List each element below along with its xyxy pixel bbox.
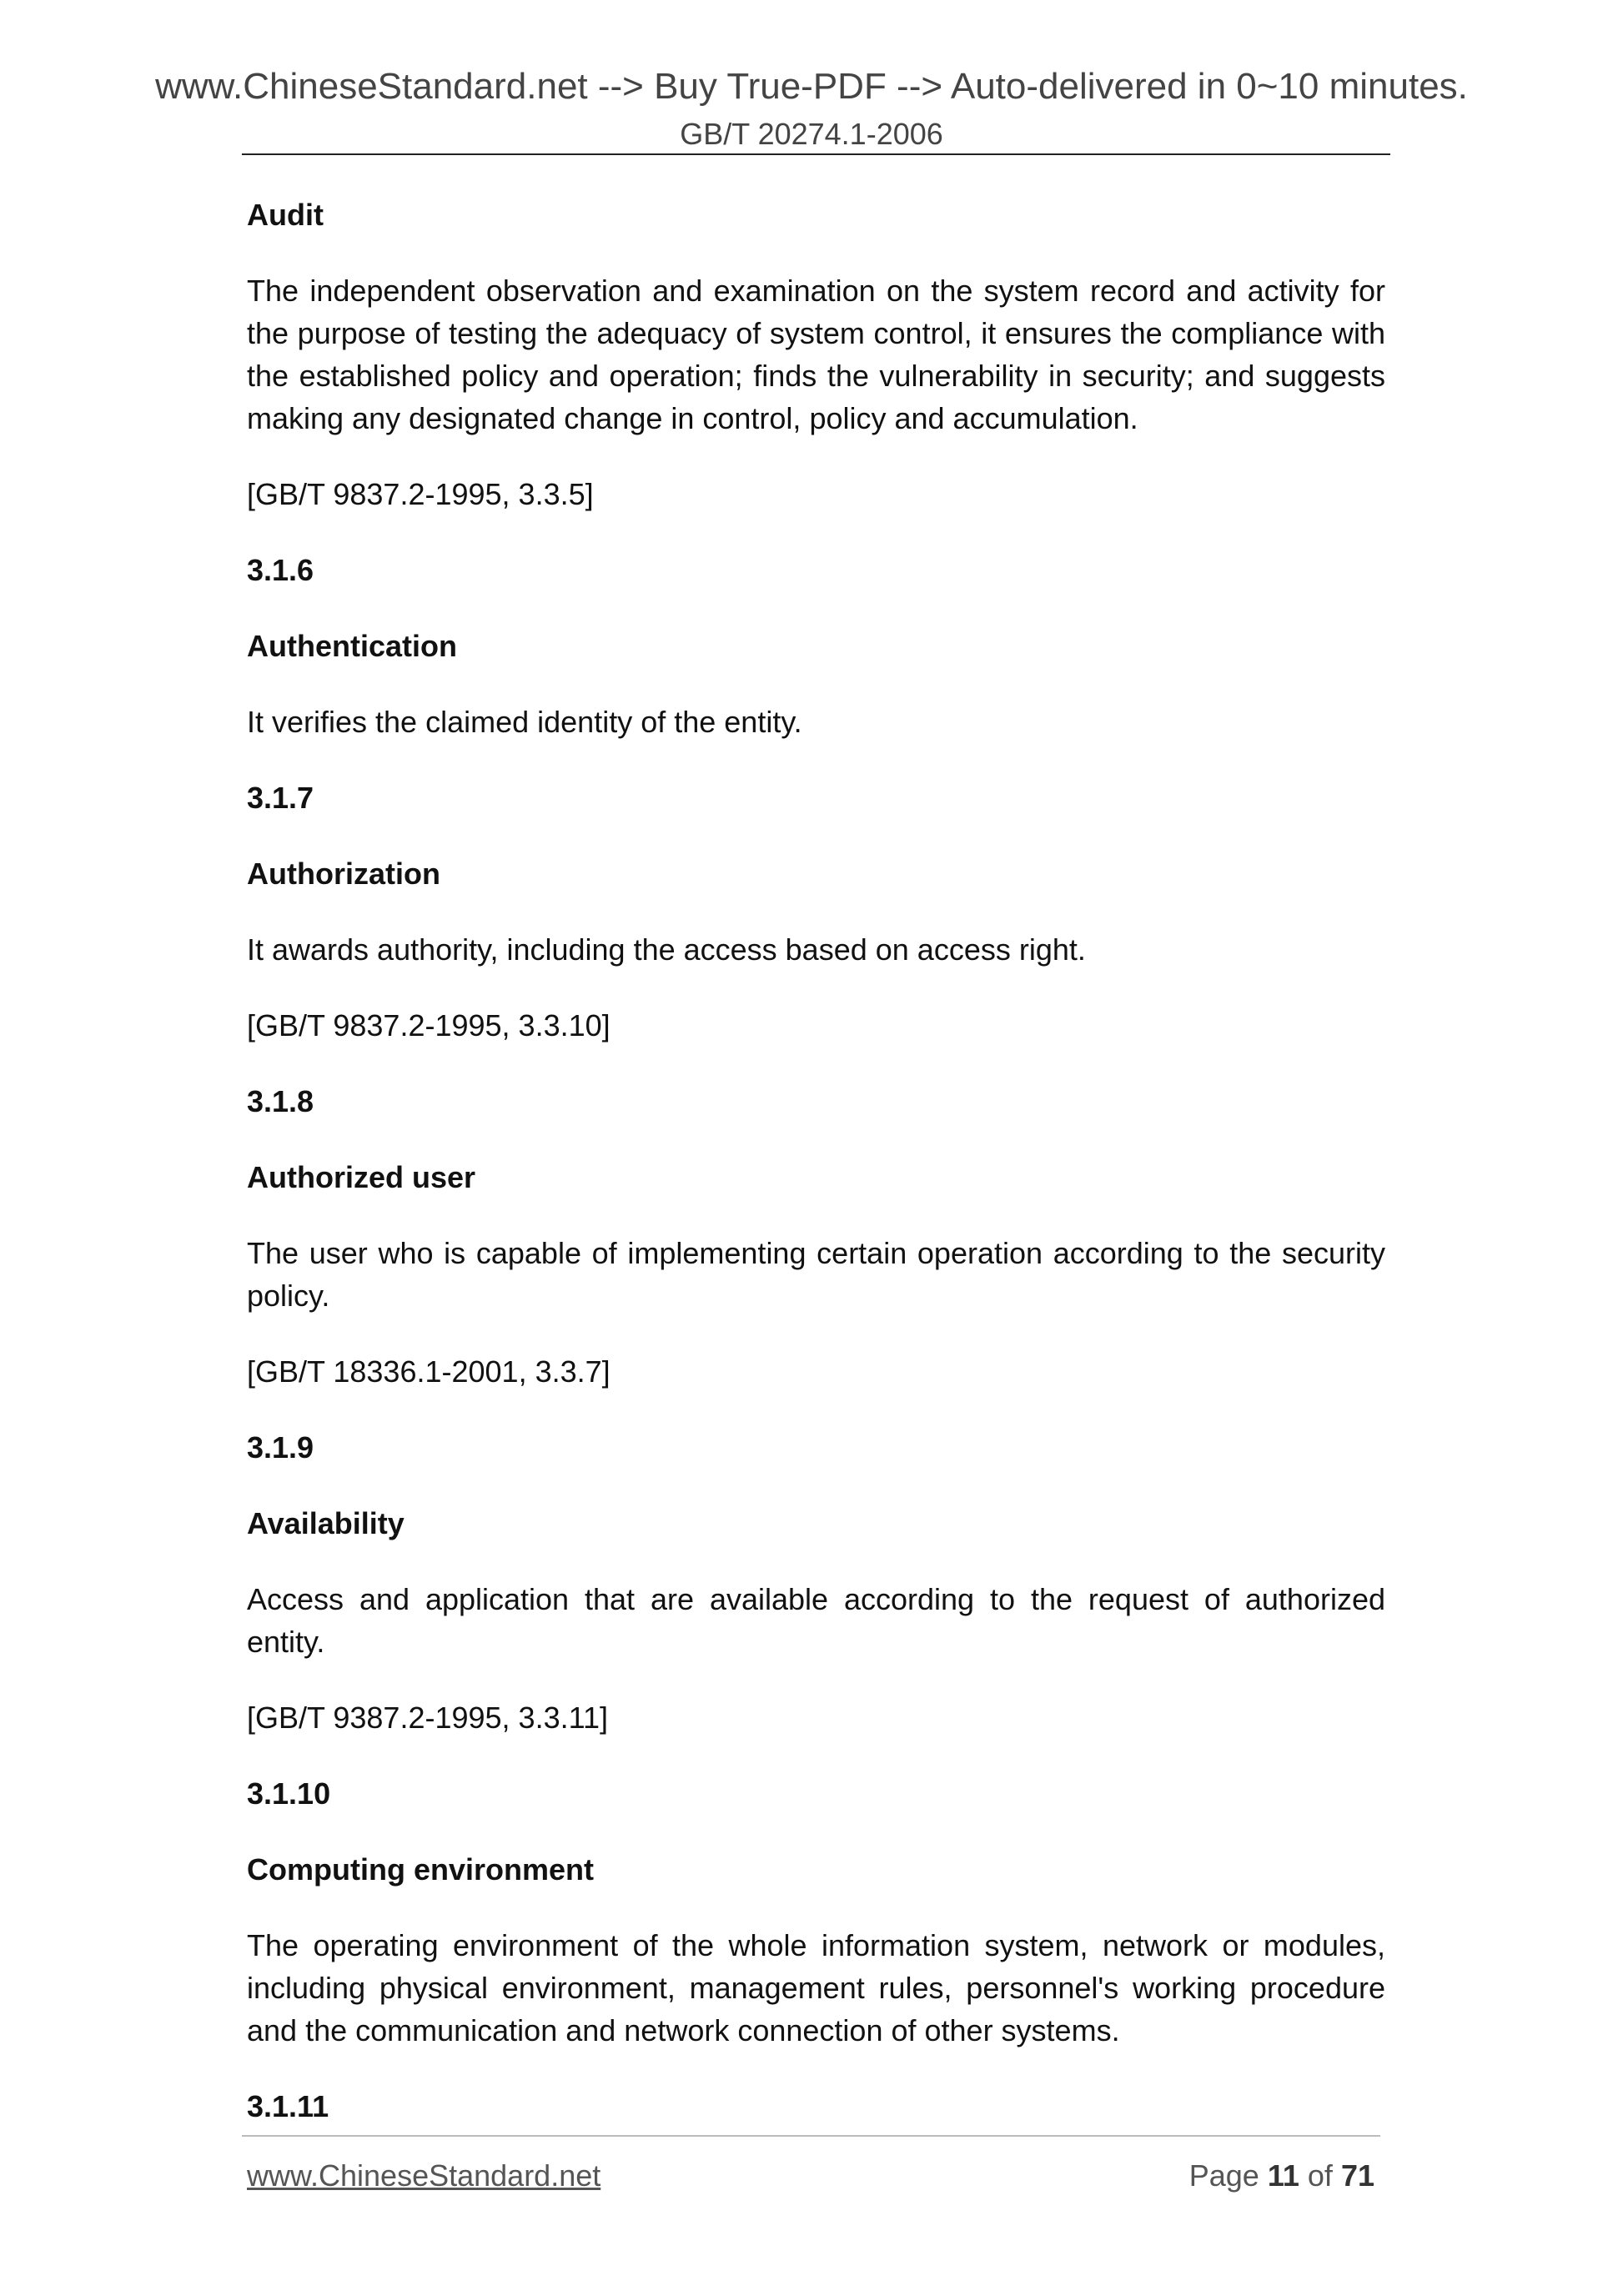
definition-audit: The independent observation and examination on the system record and activity for the purpose of testing the adequacy of system control, it ensures the compliance with the established policy and operation; finds the vulnerability in security; and suggests making any designated change in control, policy and accumulation.	[247, 274, 1385, 435]
header-banner: www.ChineseStandard.net --> Buy True-PDF --> Auto-delivered in 0~10 minutes.	[155, 66, 1468, 107]
clause-number-3-1-7: 3.1.7	[247, 781, 314, 815]
header-divider	[242, 153, 1390, 155]
definition-computing-environment: The operating environment of the whole information system, network or modules, including physical environment, management rules, personnel's working procedure and the communication and network connection of other systems.	[247, 1928, 1385, 2047]
term-authentication: Authentication	[247, 629, 457, 663]
clause-number-3-1-9: 3.1.9	[247, 1430, 314, 1465]
page-current: 11	[1267, 2158, 1299, 2193]
reference-authorized-user: [GB/T 18336.1-2001, 3.3.7]	[247, 1354, 611, 1389]
reference-availability: [GB/T 9387.2-1995, 3.3.11]	[247, 1701, 608, 1735]
term-availability: Availability	[247, 1506, 404, 1540]
footer-site-link[interactable]: www.ChineseStandard.net	[247, 2158, 601, 2193]
page-label: Page	[1188, 2158, 1259, 2193]
document-body	[247, 193, 1385, 2161]
clause-number-3-1-10: 3.1.10	[247, 1776, 331, 1811]
reference-authorization: [GB/T 9837.2-1995, 3.3.10]	[247, 1008, 611, 1042]
term-audit: Audit	[247, 198, 324, 232]
page-total: 71	[1340, 2158, 1374, 2193]
term-authorization: Authorization	[247, 857, 440, 891]
clause-number-3-1-8: 3.1.8	[247, 1084, 314, 1118]
definition-authorized-user: The user who is capable of implementing certain operation according to the security policy.	[247, 1236, 1385, 1313]
clause-number-3-1-11: 3.1.11	[247, 2089, 329, 2123]
page-of-label: of	[1307, 2158, 1333, 2193]
definition-authorization: It awards authority, including the access based on access right.	[247, 932, 1086, 967]
page-indicator	[1189, 2158, 1374, 2194]
reference-audit: [GB/T 9837.2-1995, 3.3.5]	[247, 477, 594, 511]
definition-authentication: It verifies the claimed identity of the entity.	[247, 705, 802, 739]
definition-availability: Access and application that are available according to the request of authorized entity.	[247, 1582, 1385, 1659]
clause-number-3-1-6: 3.1.6	[247, 553, 314, 587]
footer-divider	[242, 2135, 1380, 2137]
term-authorized-user: Authorized user	[247, 1160, 476, 1194]
term-computing-environment: Computing environment	[247, 1852, 594, 1887]
standard-number: GB/T 20274.1-2006	[680, 117, 943, 151]
